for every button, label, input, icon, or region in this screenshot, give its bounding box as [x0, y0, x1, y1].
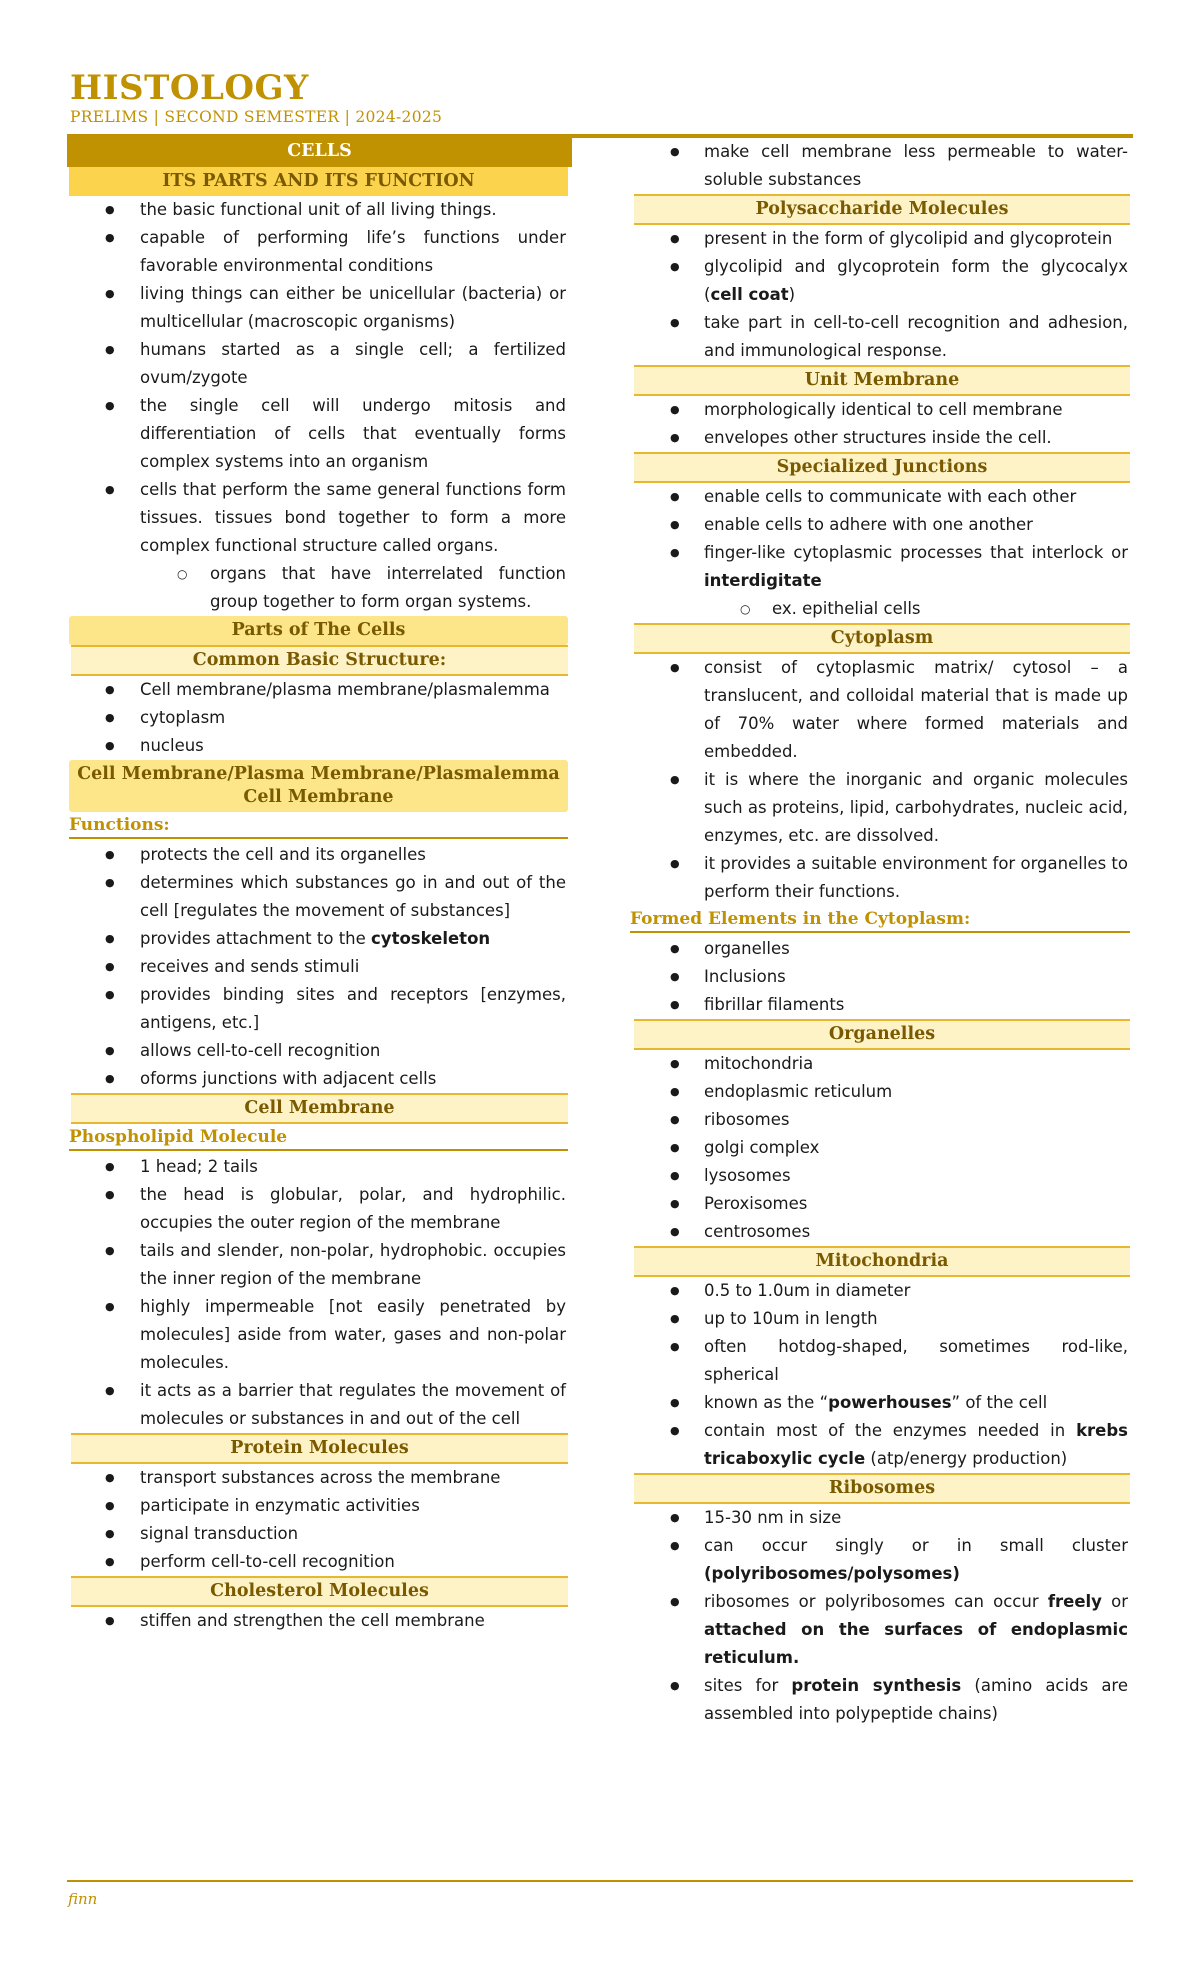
list-item: ● perform cell-to-cell recognition — [67, 1548, 572, 1576]
phospholipid-header: Phospholipid Molecule — [69, 1126, 568, 1151]
common-structure-header: Common Basic Structure: — [71, 645, 568, 676]
bold-term: krebs tricaboxylic cycle — [704, 1421, 1128, 1468]
list-item: ● enable cells to communicate with each other — [634, 483, 1130, 511]
list-item: ● highly impermeable [not easily penetrated by molecules] aside from water, gases and non-polar molecules. — [67, 1293, 572, 1377]
text-run: finger-like cytoplasmic processes that interlock or — [704, 543, 1128, 562]
list-item: ● enable cells to adhere with one another — [634, 511, 1130, 539]
text-run: ” of the cell — [951, 1393, 1048, 1412]
membrane-header-line2: Cell Membrane — [243, 787, 394, 807]
text-run: ) — [788, 285, 796, 304]
list-item: ● Peroxisomes — [634, 1190, 1130, 1218]
sub-list-item: ○ organs that have interrelated function group together to form organ systems. — [67, 560, 572, 616]
list-item: ● determines which substances go in and out of the cell [regulates the movement of substances] — [67, 869, 572, 925]
list-item: ● it provides a suitable environment for organelles to perform their functions. — [634, 850, 1130, 906]
organelles-header: Organelles — [634, 1019, 1130, 1050]
page-title: HISTOLOGY — [70, 68, 309, 108]
list-item: ● 0.5 to 1.0um in diameter — [634, 1277, 1130, 1305]
list-item: ● protects the cell and its organelles — [67, 841, 572, 869]
list-item: ● cells that perform the same general functions form tissues. tissues bond together to form a more complex functional structure called organs. — [67, 476, 572, 560]
list-item: ● morphologically identical to cell membrane — [634, 396, 1130, 424]
list-item: ● signal transduction — [67, 1520, 572, 1548]
formed-list — [634, 935, 1130, 1019]
list-item: ● ribosomes — [634, 1106, 1130, 1134]
functions-list — [67, 841, 572, 1093]
right-column — [630, 138, 1130, 1728]
list-item: ● living things can either be unicellular (bacteria) or multicellular (macroscopic organisms) — [67, 280, 572, 336]
list-item: ● mitochondria — [634, 1050, 1130, 1078]
bold-term: interdigitate — [704, 571, 822, 590]
list-item: ● transport substances across the membrane — [67, 1464, 572, 1492]
list-item: ● capable of performing life’s functions under favorable environmental conditions — [67, 224, 572, 280]
list-item — [634, 1389, 1130, 1417]
list-item — [634, 1672, 1130, 1728]
organelles-list — [634, 1050, 1130, 1246]
cytoplasm-header: Cytoplasm — [634, 623, 1130, 654]
list-item: ● envelopes other structures inside the cell. — [634, 424, 1130, 452]
list-item: ● Inclusions — [634, 963, 1130, 991]
list-item: ● centrosomes — [634, 1218, 1130, 1246]
text-run: or — [1101, 1592, 1128, 1611]
mitochondria-list — [634, 1277, 1130, 1473]
list-item: ● present in the form of glycolipid and glycoprotein — [634, 225, 1130, 253]
list-item: ● the basic functional unit of all living things. — [67, 196, 572, 224]
list-item: ● nucleus — [67, 732, 572, 760]
list-item: ● golgi complex — [634, 1134, 1130, 1162]
cytoplasm-list — [634, 654, 1130, 906]
membrane-header-line1: Cell Membrane/Plasma Membrane/Plasmalemma — [77, 764, 560, 784]
list-item: ● the single cell will undergo mitosis and differentiation of cells that eventually forms complex systems into an organism — [67, 392, 572, 476]
bold-term: powerhouses — [828, 1393, 952, 1412]
list-item: ● it acts as a barrier that regulates the movement of molecules or substances in and out of the cell — [67, 1377, 572, 1433]
list-item: ● organelles — [634, 935, 1130, 963]
list-item: ● it is where the inorganic and organic molecules such as proteins, lipid, carbohydrates, nucleic acid, enzymes, etc. are dissolved. — [634, 766, 1130, 850]
list-item — [634, 539, 1130, 595]
unit-membrane-header: Unit Membrane — [634, 365, 1130, 396]
text-run: contain most of the enzymes needed in — [704, 1421, 1077, 1440]
intro-list — [67, 196, 572, 616]
unit-list — [634, 396, 1130, 452]
bold-term: attached on the surfaces of endoplasmic reticulum. — [704, 1620, 1128, 1667]
list-item: ● humans started as a single cell; a fertilized ovum/zygote — [67, 336, 572, 392]
list-item — [634, 1532, 1130, 1588]
protein-list — [67, 1464, 572, 1576]
cholesterol-cont-list — [634, 138, 1130, 194]
list-item: ● provides binding sites and receptors [enzymes, antigens, etc.] — [67, 981, 572, 1037]
list-item: ● lysosomes — [634, 1162, 1130, 1190]
bold-term: protein synthesis — [791, 1676, 962, 1695]
text-run: sites for — [704, 1676, 792, 1695]
cells-banner: CELLS — [67, 136, 572, 167]
list-item: ● take part in cell-to-cell recognition and adhesion, and immunological response. — [634, 309, 1130, 365]
text-run: ribosomes or polyribosomes can occur — [704, 1592, 1048, 1611]
text-run: known as the “ — [704, 1393, 829, 1412]
list-item — [67, 925, 572, 953]
list-item: ● make cell membrane less permeable to water-soluble substances — [634, 138, 1130, 194]
list-item: ● the head is globular, polar, and hydrophilic. occupies the outer region of the membrane — [67, 1181, 572, 1237]
ribosomes-header: Ribosomes — [634, 1473, 1130, 1504]
bold-term: cytoskeleton — [371, 929, 491, 948]
text-run: (amino acids are assembled into polypeptide chains) — [704, 1676, 1128, 1723]
mitochondria-header: Mitochondria — [634, 1246, 1130, 1277]
junctions-list — [634, 483, 1130, 623]
list-item: ● 1 head; 2 tails — [67, 1153, 572, 1181]
list-item: ● Cell membrane/plasma membrane/plasmalemma — [67, 676, 572, 704]
polysaccharide-header: Polysaccharide Molecules — [634, 194, 1130, 225]
page-subtitle: PRELIMS | SECOND SEMESTER | 2024-2025 — [70, 108, 443, 126]
parts-header: Parts of The Cells — [69, 616, 568, 645]
bold-term: cell coat — [710, 285, 789, 304]
footer-divider — [67, 1880, 1133, 1882]
sub-list-item: ○ ex. epithelial cells — [634, 595, 1130, 623]
list-item: ● oforms junctions with adjacent cells — [67, 1065, 572, 1093]
protein-header: Protein Molecules — [71, 1433, 568, 1464]
footer-signature: finn — [68, 1890, 98, 1908]
text-run: can occur singly or in small cluster — [704, 1536, 1128, 1555]
list-item: ● up to 10um in length — [634, 1305, 1130, 1333]
formed-elements-header: Formed Elements in the Cytoplasm: — [630, 908, 1130, 933]
text-run: (atp/energy production) — [865, 1449, 1068, 1468]
list-item — [634, 253, 1130, 309]
parts-function-header: ITS PARTS AND ITS FUNCTION — [69, 167, 568, 196]
bold-term: freely — [1047, 1592, 1102, 1611]
junctions-header: Specialized Junctions — [634, 452, 1130, 483]
cell-membrane-header: Cell Membrane — [71, 1093, 568, 1124]
list-item: ● stiffen and strengthen the cell membrane — [67, 1607, 572, 1635]
list-item: ● fibrillar filaments — [634, 991, 1130, 1019]
common-list — [67, 676, 572, 760]
functions-header: Functions: — [69, 814, 568, 839]
list-item: ● cytoplasm — [67, 704, 572, 732]
list-item: ● 15-30 nm in size — [634, 1504, 1130, 1532]
list-item: ● allows cell-to-cell recognition — [67, 1037, 572, 1065]
cholesterol-header: Cholesterol Molecules — [71, 1576, 568, 1607]
list-item: ● participate in enzymatic activities — [67, 1492, 572, 1520]
list-item — [634, 1588, 1130, 1672]
membrane-header — [69, 760, 568, 812]
phospholipid-list — [67, 1153, 572, 1433]
list-item: ● tails and slender, non-polar, hydrophobic. occupies the inner region of the membrane — [67, 1237, 572, 1293]
list-item: ● often hotdog-shaped, sometimes rod-like, spherical — [634, 1333, 1130, 1389]
polysaccharide-list — [634, 225, 1130, 365]
list-item — [634, 1417, 1130, 1473]
text-run: glycolipid and glycoprotein form the glycocalyx ( — [704, 257, 1128, 304]
cholesterol-list — [67, 1607, 572, 1635]
list-item: ● endoplasmic reticulum — [634, 1078, 1130, 1106]
list-item: ● receives and sends stimuli — [67, 953, 572, 981]
ribosomes-list — [634, 1504, 1130, 1728]
list-item: ● consist of cytoplasmic matrix/ cytosol – a translucent, and colloidal material that is made up of 70% water where formed materials and embedded. — [634, 654, 1130, 766]
left-column — [67, 138, 572, 1635]
page-header — [70, 68, 1130, 126]
bold-term: (polyribosomes/polysomes) — [704, 1564, 960, 1583]
text-run: provides attachment to the — [140, 929, 372, 948]
